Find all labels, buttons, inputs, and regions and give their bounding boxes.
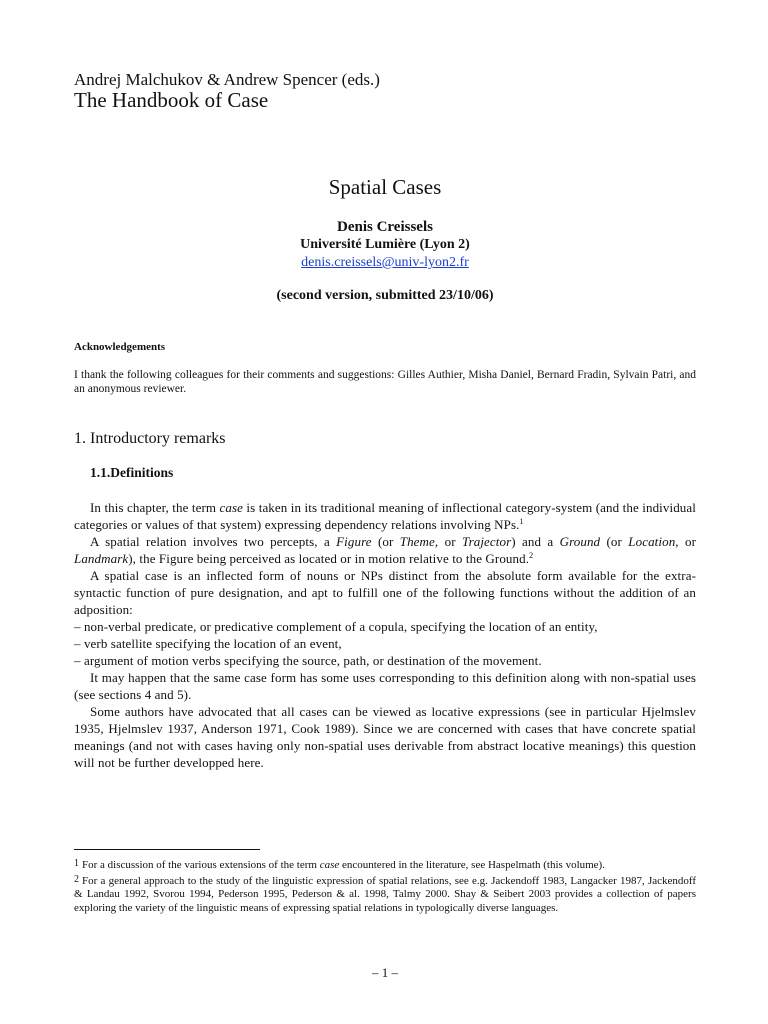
footnote-2 (74, 873, 696, 916)
list-item: – verb satellite specifying the location of an event, (74, 636, 342, 651)
text-run: A spatial relation involves two percepts, a (90, 534, 337, 549)
paragraph-definition-case (74, 499, 696, 533)
term-trajector: Trajector (461, 534, 512, 549)
footnote-number: 2 (74, 873, 79, 885)
term-case: case (219, 500, 244, 515)
author-affiliation: Université Lumière (Lyon 2) (300, 237, 470, 252)
footnotes (74, 857, 696, 915)
list-item: – argument of motion verbs specifying the source, path, or destination of the movement. (74, 653, 542, 668)
document-page (74, 0, 696, 1024)
book-title: The Handbook of Case (74, 88, 269, 112)
email-link[interactable]: denis.creissels@univ-lyon2.fr (301, 255, 469, 270)
paragraph-non-spatial-uses: It may happen that the same case form has some uses corresponding to this definition along with non-spatial uses (see sections 4 and 5). (74, 670, 696, 702)
text-run: ) and a (511, 534, 560, 549)
paragraph-spatial-relation (74, 533, 696, 567)
text-run: For a general approach to the study of the linguistic expression of spatial relations, see e.g. Jackendoff 1983, Langacker 1987, Jackendoff & Landau 1992, Svorou 1994, Pederson 1995, Pederson & al. 1998, Talmy 2000. Shay & Seibert 2003 provides a collection of papers exploring the variety of the linguistic means of expressing spatial relations in typologically diverse languages. (74, 874, 696, 914)
body-text (74, 499, 696, 771)
footnote-ref-2[interactable]: 2 (529, 551, 534, 560)
subsection-heading: 1.1.Definitions (90, 465, 174, 480)
term-figure: Figure (336, 534, 372, 549)
text-run: In this chapter, the term (90, 500, 220, 515)
acknowledgements-text: I thank the following colleagues for their comments and suggestions: Gilles Authier, Misha Daniel, Bernard Fradin, Sylvain Patri, and an anonymous reviewer. (74, 369, 696, 395)
paragraph-localist-view: Some authors have advocated that all cases can be viewed as locative expressions (see in particular Hjelmslev 1935, Hjelmslev 1937, Anderson 1971, Cook 1989). Since we are concerned with cases that have concrete spatial meanings (and not with cases having only non-spatial uses derivable from abstract locative meanings) this question will not be further developped here. (74, 704, 696, 770)
chapter-title: Spatial Cases (328, 175, 442, 199)
term-ground: Ground (559, 534, 601, 549)
page-number: – 1 – (372, 965, 398, 980)
footnote-number: 1 (74, 858, 79, 869)
section-heading: 1. Introductory remarks (74, 430, 226, 447)
list-item: – non-verbal predicate, or predicative complement of a copula, specifying the location of an entity, (74, 619, 598, 634)
text-run: is taken in its traditional meaning of inflectional category-system (and the individual categories or values of that system) expressing dependency relations involving NPs. (74, 500, 696, 532)
author-email (74, 255, 696, 271)
text-run: (or (600, 534, 629, 549)
version-note: (second version, submitted 23/10/06) (276, 288, 494, 303)
term-theme: Theme (399, 534, 435, 549)
footnote-ref-1[interactable]: 1 (519, 517, 524, 526)
footnote-divider (74, 849, 260, 850)
book-editors: Andrej Malchukov & Andrew Spencer (eds.) (74, 70, 380, 89)
acknowledgements-heading: Acknowledgements (74, 341, 166, 353)
text-run: , or (675, 534, 696, 549)
text-run: ), the Figure being perceived as located or in motion relative to the Ground. (128, 551, 530, 566)
paragraph-spatial-case: A spatial case is an inflected form of nouns or NPs distinct from the absolute form available for the extra-syntactic function of pure designation, and apt to fulfill one of the following functions without the addition of an adposition: (74, 568, 696, 617)
term-case: case (319, 859, 340, 871)
term-landmark: Landmark (74, 551, 129, 566)
term-location: Location (628, 534, 676, 549)
text-run: For a discussion of the various extensions of the term (82, 859, 320, 871)
author-name: Denis Creissels (337, 219, 433, 235)
text-run: encountered in the literature, see Haspelmath (this volume). (339, 859, 605, 871)
text-run: , or (434, 534, 462, 549)
text-run: (or (371, 534, 400, 549)
footnote-1 (74, 857, 696, 873)
